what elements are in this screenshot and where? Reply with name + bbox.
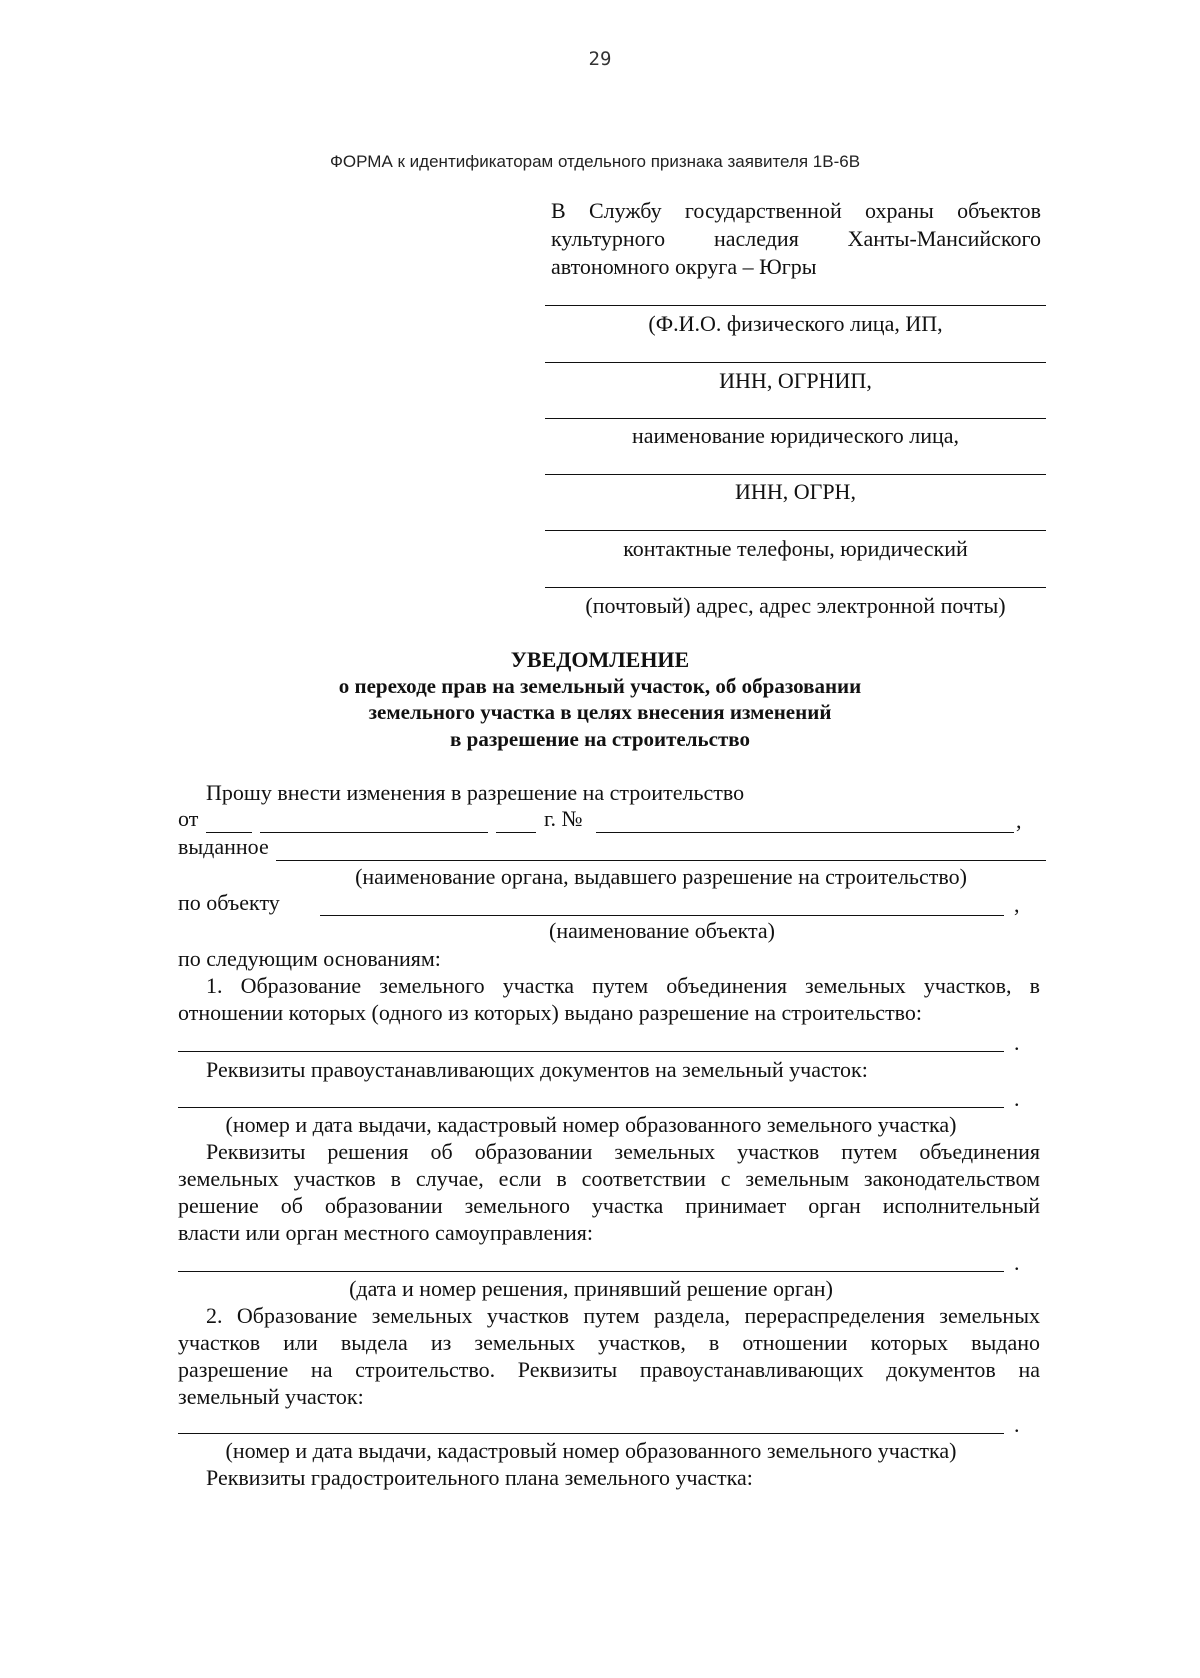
period: . (1014, 1412, 1020, 1437)
applicant-field-caption: наименование юридического лица, (631, 423, 960, 448)
object-hint: (наименование объекта) (549, 918, 775, 943)
request-text: Прошу внести изменения в разрешение на строительство (206, 780, 745, 805)
issued-label: выданное (178, 834, 269, 859)
item2-text: 2. Образование земельных участков путем раздела, перераспределения земельных (206, 1303, 1040, 1328)
applicant-field-caption: ИНН, ОГРН, (735, 479, 856, 504)
applicant-field-line[interactable] (545, 474, 1046, 475)
item1-field[interactable] (178, 1051, 1004, 1052)
addressee-block (551, 197, 1041, 281)
comma: , (1016, 808, 1022, 833)
rights-docs-label: Реквизиты правоустанавливающих документов на земельный участок: (206, 1057, 868, 1082)
applicant-field-line[interactable] (545, 530, 1046, 531)
date-month-field[interactable] (260, 832, 488, 833)
form-label: ФОРМА к идентификаторам отдельного признака заявителя 1В-6В (330, 152, 861, 171)
applicant-field-line[interactable] (545, 587, 1046, 588)
document-subtitle: о переходе прав на земельный участок, об образовании (338, 674, 862, 698)
from-label: от (178, 806, 199, 831)
item1-text: отношении которых (одного из которых) выдано разрешение на строительство: (178, 1000, 923, 1025)
comma: , (1014, 892, 1020, 917)
decision-field[interactable] (178, 1271, 1004, 1272)
gradplan-label: Реквизиты градостроительного плана земельного участка: (206, 1465, 753, 1490)
item2-text: участков или выдела из земельных участков, в отношении которых выдано (178, 1330, 1040, 1355)
addressee-line: автономного округа – Югры (551, 254, 817, 279)
addressee-line: В Службу государственной охраны объектов (551, 198, 1041, 223)
grounds-label: по следующим основаниям: (178, 946, 441, 971)
document-subtitle: земельного участка в целях внесения изменений (368, 700, 832, 724)
cadastral-hint: (номер и дата выдачи, кадастровый номер образованного земельного участка) (225, 1438, 957, 1463)
period: . (1014, 1250, 1020, 1275)
document-title: УВЕДОМЛЕНИЕ (510, 647, 690, 672)
cadastral-hint: (номер и дата выдачи, кадастровый номер образованного земельного участка) (225, 1112, 957, 1137)
item1-text: 1. Образование земельного участка путем объединения земельных участков, в (206, 973, 1040, 998)
date-year-field[interactable] (496, 832, 536, 833)
decision-text: власти или орган местного самоуправления: (178, 1220, 593, 1245)
object-label: по объекту (178, 890, 280, 915)
permit-number-field[interactable] (596, 832, 1014, 833)
applicant-field-caption: (почтовый) адрес, адрес электронной почты) (585, 593, 1006, 618)
period: . (1014, 1030, 1020, 1055)
decision-text: Реквизиты решения об образовании земельных участков путем объединения (206, 1139, 1040, 1164)
decision-hint: (дата и номер решения, принявший решение орган) (349, 1276, 833, 1301)
document-subtitle: в разрешение на строительство (450, 727, 750, 751)
rights-docs-field[interactable] (178, 1107, 1004, 1108)
applicant-field-line[interactable] (545, 418, 1046, 419)
decision-text: решение об образовании земельного участка принимает орган исполнительный (178, 1193, 1040, 1218)
number-label: г. № (544, 806, 583, 831)
object-name-field[interactable] (320, 915, 1004, 916)
issued-hint: (наименование органа, выдавшего разрешение на строительство) (355, 864, 967, 889)
decision-text: земельных участков в случае, если в соответствии с земельным законодательством (178, 1166, 1040, 1191)
item2-text: земельный участок: (178, 1384, 364, 1409)
applicant-field-caption: контактные телефоны, юридический (623, 536, 968, 561)
page-number: 29 (588, 48, 612, 70)
applicant-field-line[interactable] (545, 362, 1046, 363)
addressee-line: культурного наследия Ханты-Мансийского (551, 226, 1041, 251)
date-day-field[interactable] (206, 832, 252, 833)
applicant-field-caption: (Ф.И.О. физического лица, ИП, (648, 311, 943, 336)
item2-field[interactable] (178, 1433, 1004, 1434)
item2-text: разрешение на строительство. Реквизиты правоустанавливающих документов на (178, 1357, 1040, 1382)
period: . (1014, 1086, 1020, 1111)
issuing-authority-field[interactable] (276, 860, 1046, 861)
applicant-field-caption: ИНН, ОГРНИП, (719, 368, 872, 393)
applicant-field-line[interactable] (545, 305, 1046, 306)
